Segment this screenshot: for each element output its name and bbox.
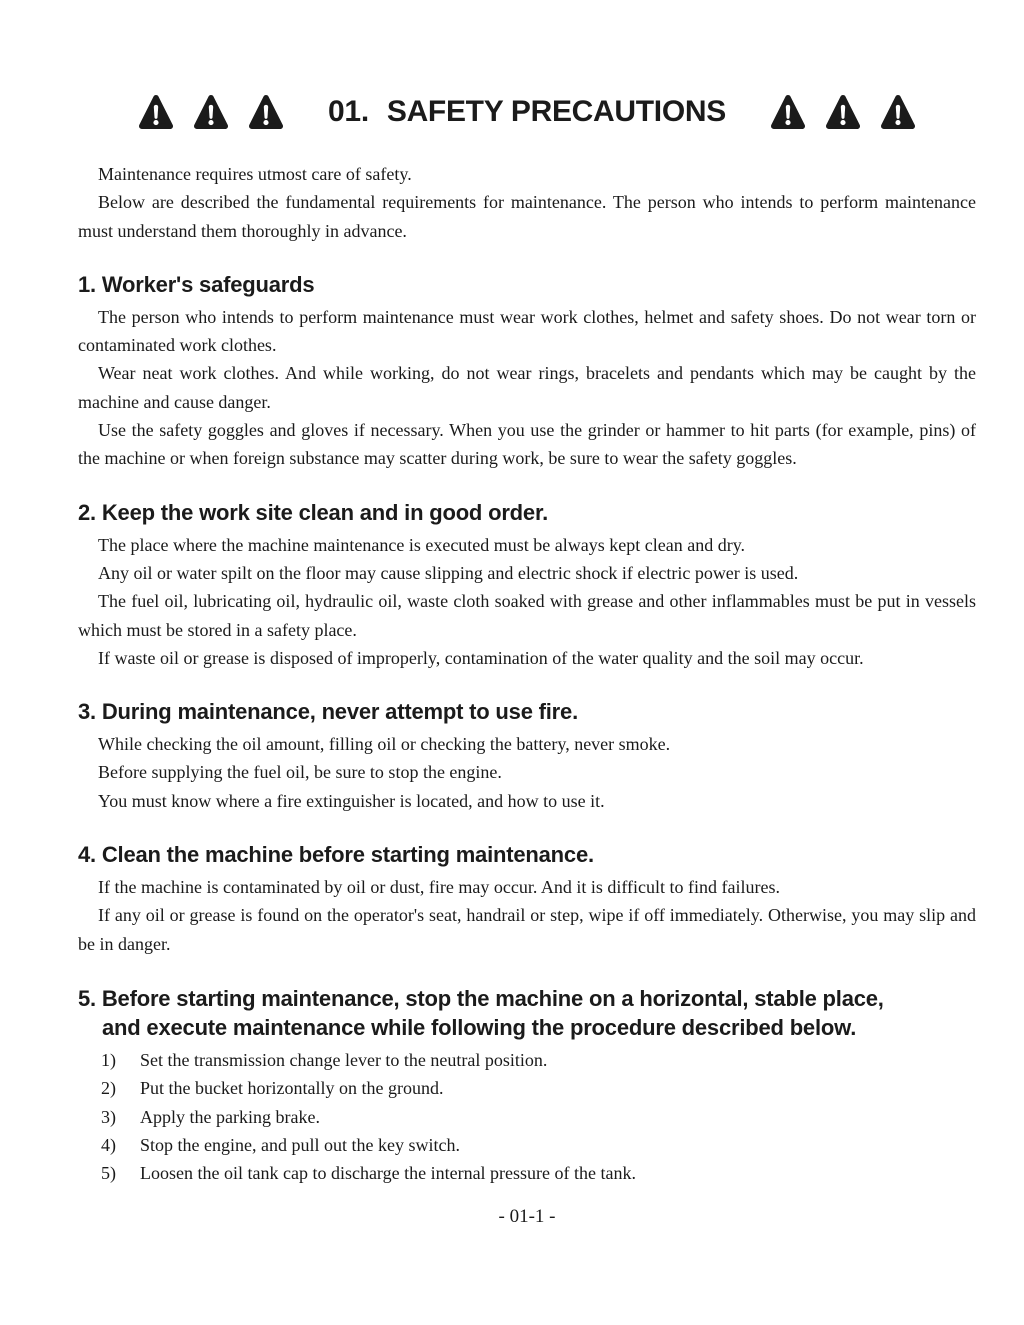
- list-item-number: 2): [101, 1078, 116, 1099]
- section-work-site-clean: [78, 499, 976, 672]
- warning-triangle-icon: [194, 94, 228, 130]
- list-item: [78, 1159, 976, 1187]
- list-item-text: Set the transmission change lever to the neutral position.: [140, 1049, 548, 1070]
- list-item-text: Loosen the oil tank cap to discharge the internal pressure of the tank.: [140, 1163, 637, 1184]
- list-item-number: 4): [101, 1134, 116, 1155]
- page-title: [328, 94, 726, 128]
- list-item: [78, 1046, 976, 1074]
- list-item-number: 3): [101, 1106, 116, 1127]
- title-row: [78, 0, 976, 130]
- paragraph: The fuel oil, lubricating oil, hydraulic oil, waste cloth soaked with grease and other inflammables must be put in vessels which must be stored in a safety place.: [78, 591, 976, 640]
- list-item-number: 5): [101, 1163, 116, 1184]
- page-footer: [78, 1203, 976, 1231]
- section-workers-safeguards: [78, 271, 976, 473]
- paragraph: Wear neat work clothes. And while working, do not wear rings, bracelets and pendants which may be caught by the machine and cause danger.: [78, 363, 976, 412]
- section-heading: 3. During maintenance, never attempt to use fire.: [78, 699, 578, 725]
- paragraph: The place where the machine maintenance is executed must be always kept clean and dry.: [98, 534, 746, 555]
- paragraph: Any oil or water spilt on the floor may cause slipping and electric shock if electric power is used.: [98, 562, 799, 583]
- section-heading-line2: and execute maintenance while following the procedure described below.: [102, 1014, 857, 1040]
- paragraph: While checking the oil amount, filling oil or checking the battery, never smoke.: [98, 734, 671, 755]
- warning-triangle-icon: [881, 94, 915, 130]
- paragraph: Before supplying the fuel oil, be sure to stop the engine.: [98, 762, 502, 783]
- paragraph: Use the safety goggles and gloves if necessary. When you use the grinder or hammer to hit parts (for example, pins) of the machine or when foreign substance may scatter during work, be sure to wear the safety goggles.: [78, 420, 976, 469]
- list-item-number: 1): [101, 1049, 116, 1070]
- page-title-number: 01.: [328, 94, 369, 128]
- page-title-text: SAFETY PRECAUTIONS: [386, 94, 726, 128]
- section-stop-machine-procedure: [78, 984, 976, 1187]
- section-heading: 2. Keep the work site clean and in good order.: [78, 499, 549, 525]
- paragraph: If the machine is contaminated by oil or dust, fire may occur. And it is difficult to find failures.: [98, 877, 781, 898]
- section-heading-line1: 5. Before starting maintenance, stop the machine on a horizontal, stable place,: [78, 985, 884, 1011]
- warning-triangle-icon: [249, 94, 283, 130]
- list-item-text: Stop the engine, and pull out the key switch.: [140, 1134, 460, 1155]
- section-clean-machine: [78, 841, 976, 958]
- section-heading: 4. Clean the machine before starting maintenance.: [78, 842, 594, 868]
- paragraph: You must know where a fire extinguisher is located, and how to use it.: [98, 790, 605, 811]
- section-heading: 1. Worker's safeguards: [78, 271, 315, 297]
- paragraph: If waste oil or grease is disposed of improperly, contamination of the water quality and the soil may occur.: [98, 647, 864, 668]
- page-number: - 01-1 -: [498, 1206, 556, 1228]
- warning-triangle-icon: [826, 94, 860, 130]
- list-item-text: Put the bucket horizontally on the ground.: [140, 1078, 444, 1099]
- warning-icon-group-left: [139, 94, 283, 130]
- section-heading: [78, 984, 976, 1042]
- intro-block: [78, 160, 976, 245]
- paragraph: Below are described the fundamental requirements for maintenance. The person who intends to perform maintenance must understand them thoroughly in advance.: [78, 192, 976, 241]
- paragraph: Maintenance requires utmost care of safety.: [98, 164, 412, 184]
- paragraph: If any oil or grease is found on the operator's seat, handrail or step, wipe if off immediately. Otherwise, you may slip and be in danger.: [78, 905, 976, 954]
- warning-triangle-icon: [139, 94, 173, 130]
- warning-icon-group-right: [771, 94, 915, 130]
- section-never-use-fire: [78, 698, 976, 815]
- warning-triangle-icon: [771, 94, 805, 130]
- list-item-text: Apply the parking brake.: [140, 1106, 320, 1127]
- list-item: [78, 1074, 976, 1102]
- procedure-list: [78, 1046, 976, 1187]
- list-item: [78, 1103, 976, 1131]
- paragraph: The person who intends to perform maintenance must wear work clothes, helmet and safety shoes. Do not wear torn or contaminated work clothes.: [78, 306, 976, 356]
- list-item: [78, 1131, 976, 1159]
